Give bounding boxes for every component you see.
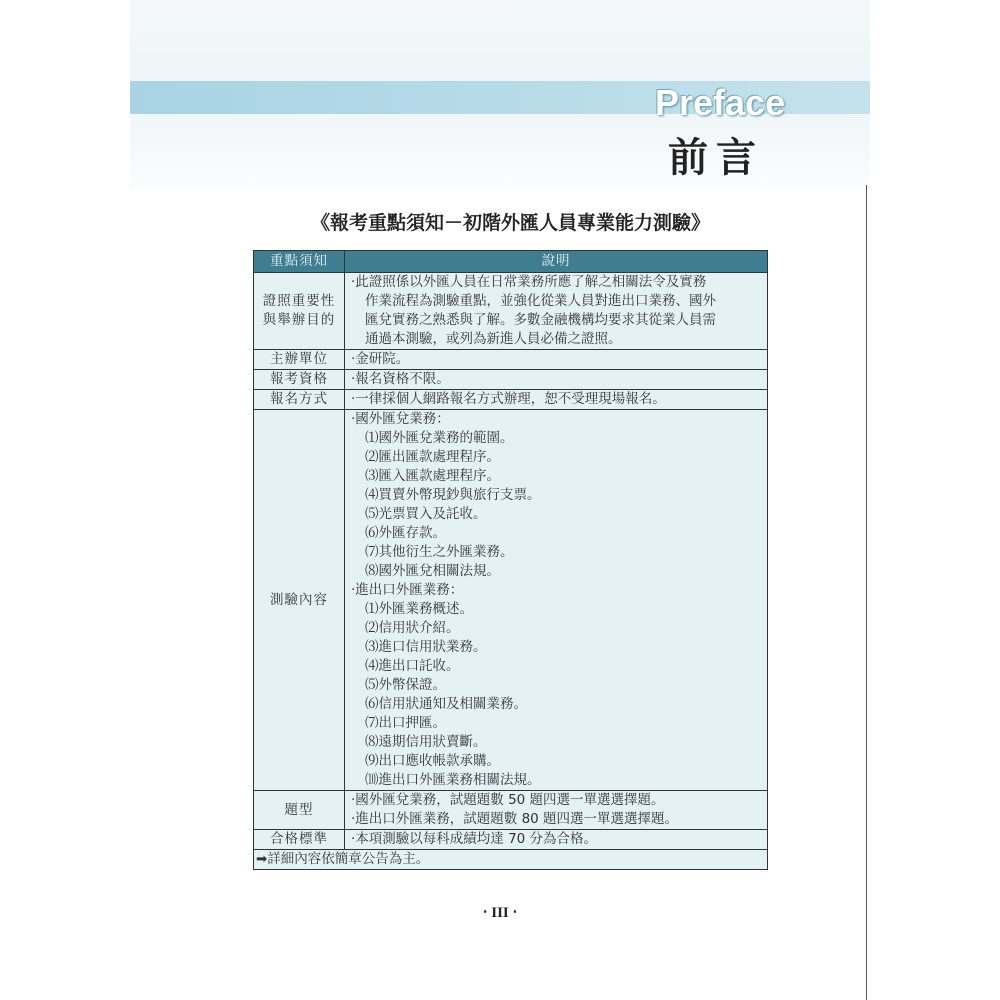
row-value: ‧本項測驗以每科成績均達 70 分為合格。 (345, 830, 768, 850)
list-item: ⑹外匯存款。 (365, 525, 446, 541)
list-item: ⑺其他衍生之外匯業務。 (365, 544, 514, 560)
row-label: 題型 (254, 791, 345, 830)
table-row (254, 410, 768, 791)
list-item: ⑻遠期信用狀賣斷。 (365, 734, 487, 750)
table-footnote-row (254, 850, 768, 870)
row-value: ‧金研院。 (345, 350, 768, 370)
text-line: ‧進出口外匯業務，試題題數 80 題四選一單選選擇題。 (351, 811, 679, 827)
row-label: 主辦單位 (254, 350, 345, 370)
list-item: ⑷進出口託收。 (365, 658, 460, 674)
table-row (254, 791, 768, 830)
text-line: 作業流程為測驗重點，並強化從業人員對進出口業務、國外 (365, 293, 716, 309)
table-row (254, 830, 768, 850)
row-value: ‧報名資格不限。 (345, 370, 768, 390)
list-item: ⑹信用狀通知及相關業務。 (365, 696, 527, 712)
row-label (254, 273, 345, 350)
info-table (253, 250, 768, 870)
label-line: 證照重要性 (262, 293, 336, 309)
header-desc: 說明 (345, 251, 768, 273)
page-number: ‧ III ‧ (482, 905, 518, 921)
table-row (254, 370, 768, 390)
list-item: ⑴國外匯兌業務的範圍。 (365, 430, 514, 446)
list-item: ⑻國外匯兌相關法規。 (365, 563, 500, 579)
row-label: 測驗內容 (254, 410, 345, 791)
row-label: 合格標準 (254, 830, 345, 850)
list-item: ⑺出口押匯。 (365, 715, 446, 731)
list-item: ⑸光票買入及託收。 (365, 506, 487, 522)
row-label: 報考資格 (254, 370, 345, 390)
row-value: ‧一律採個人網路報名方式辦理，恕不受理現場報名。 (345, 390, 768, 410)
label-line: 與舉辦目的 (262, 312, 336, 328)
list-item: ⑼出口應收帳款承購。 (365, 753, 500, 769)
list-item: ⑵匯出匯款處理程序。 (365, 449, 500, 465)
text-line: 匯兌實務之熟悉與了解。多數金融機構均要求其從業人員需 (365, 312, 716, 328)
row-label: 報名方式 (254, 390, 345, 410)
table-row (254, 273, 768, 350)
text-line: ‧此證照係以外匯人員在日常業務所應了解之相關法令及實務 (351, 274, 707, 290)
preface-heading: Preface (655, 82, 786, 123)
list-item: ⑽進出口外匯業務相關法規。 (365, 772, 541, 788)
text-line: 通過本測驗，或列為新進人員必備之證照。 (365, 331, 622, 347)
list-item: ⑷買賣外幣現鈔與旅行支票。 (365, 487, 541, 503)
list-item: ⑸外幣保證。 (365, 677, 446, 693)
header-key: 重點須知 (254, 251, 345, 273)
row-value (345, 791, 768, 830)
chinese-heading: 前言 (668, 135, 764, 181)
list-item: ⑶進口信用狀業務。 (365, 639, 487, 655)
list-item: ⑶匯入匯款處理程序。 (365, 468, 500, 484)
row-value (345, 410, 768, 791)
table-row (254, 390, 768, 410)
document-title: 《報考重點須知－初階外匯人員專業能力測驗》 (310, 212, 710, 234)
table-row (254, 350, 768, 370)
table-header-row (254, 251, 768, 273)
footnote: ➡詳細內容依簡章公告為主。 (254, 850, 768, 870)
section-heading: ‧進出口外匯業務： (351, 582, 464, 598)
row-value (345, 273, 768, 350)
page-edge-rule (866, 185, 867, 1000)
list-item: ⑵信用狀介紹。 (365, 620, 460, 636)
text-line: ‧國外匯兌業務，試題題數 50 題四選一單選選擇題。 (351, 792, 665, 808)
section-heading: ‧國外匯兌業務： (351, 411, 450, 427)
list-item: ⑴外匯業務概述。 (365, 601, 473, 617)
